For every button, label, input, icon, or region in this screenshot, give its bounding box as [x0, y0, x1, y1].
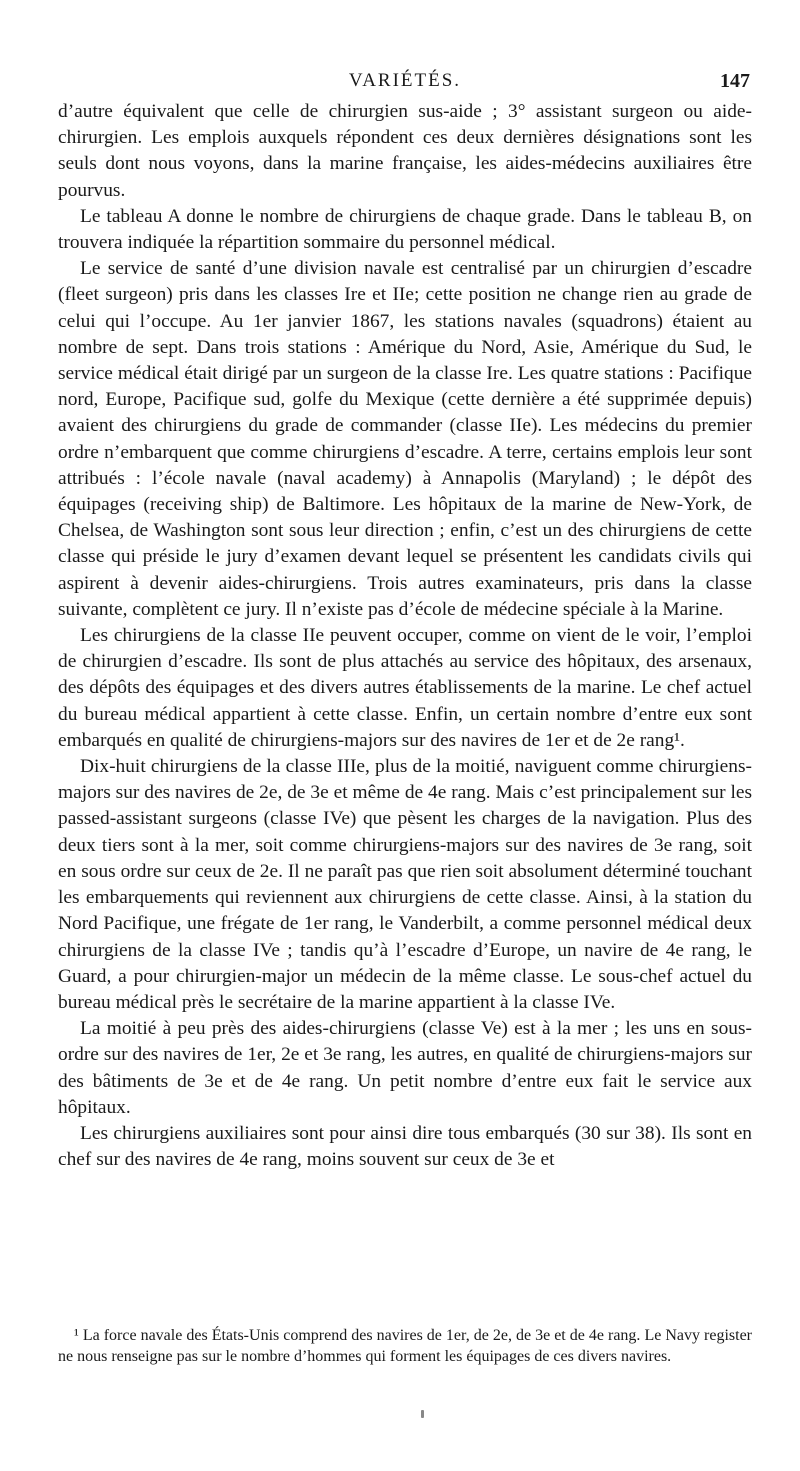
paragraph: La moitié à peu près des aides-chirurgiens (classe Ve) est à la mer ; les uns en sous-ordre sur des navires de 1er, 2e et 3e rang, les autres, en qualité de chirurgiens-majors sur des bâtiments de 3e et de 4e rang. Un petit nombre d’entre eux fait le service aux hôpitaux. [58, 1018, 752, 1118]
paragraph: Le tableau A donne le nombre de chirurgiens de chaque grade. Dans le tableau B, on trouvera indiquée la répartition sommaire du personnel médical. [58, 205, 752, 254]
footnote: ¹ La force navale des États-Unis comprend des navires de 1er, de 2e, de 3e et de 4e rang. Le Navy register ne nous renseigne pas sur le nombre d’hommes qui forment les équipages de ces divers navires. [58, 1327, 752, 1365]
running-title: VARIÉTÉS. [348, 70, 462, 91]
paragraph: Le service de santé d’une division navale est centralisé par un chirurgien d’escadre (fleet surgeon) pris dans les classes Ire et IIe; cette position ne change rien au grade de celui qui l’occupe. Au 1er janvier 1867, les stations navales (squadrons) étaient au nombre de sept. Dans trois stations : Amérique du Nord, Asie, Amérique du Sud, le service médical était dirigé par un surgeon de la classe Ire. Les quatre stations : Pacifique nord, Europe, Pacifique sud, golfe du Mexique (cette dernière a été supprimée depuis) avaient des chirurgiens du grade de commander (classe IIe). Les médecins du premier ordre n’embarquent que comme chirurgiens d’escadre. A terre, certains emplois leur sont attribués : l’école navale (naval academy) à Annapolis (Maryland) ; le dépôt des équipages (receiving ship) de Baltimore. Les hôpitaux de la marine de New-York, de Chelsea, de Washington sont sous leur direction ; enfin, c’est un des chirurgiens de cette classe qui préside le jury d’examen devant lequel se présentent les candidats civils qui aspirent à devenir aides-chirurgiens. Trois autres examinateurs, pris dans la classe suivante, complètent ce jury. Il n’existe pas d’école de médecine spéciale à la Marine. [58, 258, 752, 620]
paragraph: d’autre équivalent que celle de chirurgien sus-aide ; 3° assistant surgeon ou aide-chirurgien. Les emplois auxquels répondent ces deux dernières désignations sont les seuls dont nous voyons, dans la marine française, les aides-médecins auxiliaires être pourvus. [58, 101, 752, 201]
paragraph: Dix-huit chirurgiens de la classe IIIe, plus de la moitié, naviguent comme chirurgiens-majors sur des navires de 2e, de 3e et même de 4e rang. Mais c’est principalement sur les passed-assistant surgeons (classe IVe) que pèsent les charges de la navigation. Plus des deux tiers sont à la mer, soit comme chirurgiens-majors sur des navires de 3e rang, soit en sous ordre sur ceux de 2e. Il ne paraît pas que rien soit absolument déterminé touchant les embarquements qui reviennent aux chirurgiens de cette classe. Ainsi, à la station du Nord Pacifique, une frégate de 1er rang, le Vanderbilt, a comme personnel médical deux chirurgiens de la classe IVe ; tandis qu’à l’escadre d’Europe, un navire de 4e rang, le Guard, a pour chirurgien-major un médecin de la même classe. Le sous-chef actuel du bureau médical près le secrétaire de la marine appartient à la classe IVe. [58, 756, 752, 1013]
paragraph: Les chirurgiens auxiliaires sont pour ainsi dire tous embarqués (30 sur 38). Ils sont en chef sur des navires de 4e rang, moins souvent sur ceux de 3e et [58, 1122, 752, 1171]
paragraph: Les chirurgiens de la classe IIe peuvent occuper, comme on vient de le voir, l’emploi de chirurgien d’escadre. Ils sont de plus attachés au service des hôpitaux, des arsenaux, des dépôts des équipages et des divers autres établissements de la marine. Le chef actuel du bureau médical appartient à cette classe. Enfin, un certain nombre d’entre eux sont embarqués en qualité de chirurgiens-majors sur des navires de 1er et de 2e rang¹. [58, 625, 752, 751]
print-speck [421, 1410, 424, 1418]
footnotes [58, 1325, 752, 1367]
page-number: 147 [720, 70, 750, 92]
body-text [58, 99, 752, 1173]
